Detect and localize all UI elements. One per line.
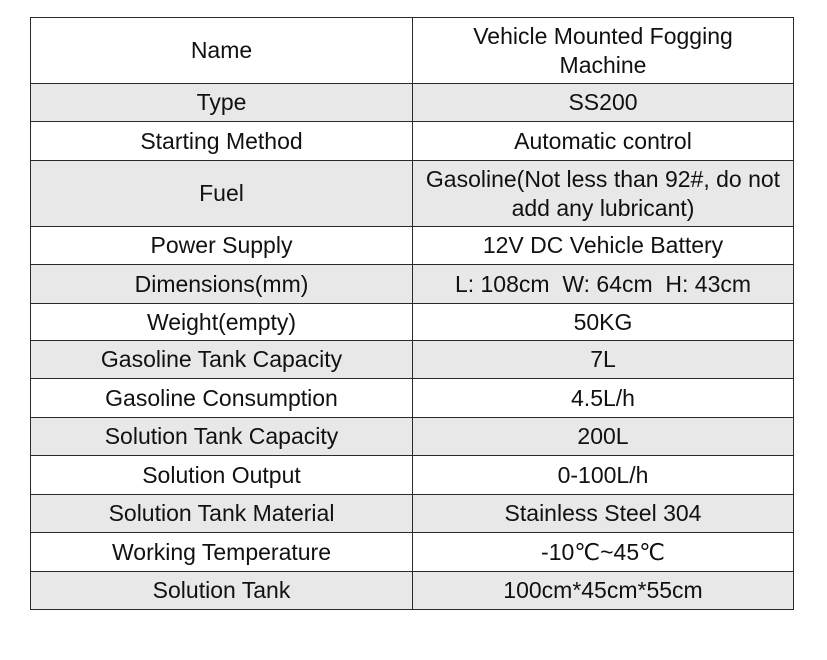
spec-label: Power Supply <box>31 227 413 265</box>
table-row <box>31 456 794 495</box>
table-row <box>31 122 794 161</box>
spec-value: Vehicle Mounted Fogging Machine <box>413 18 794 84</box>
spec-label: Weight(empty) <box>31 304 413 341</box>
spec-value: Stainless Steel 304 <box>413 495 794 533</box>
table-row <box>31 18 794 84</box>
spec-value: 50KG <box>413 304 794 341</box>
spec-label: Dimensions(mm) <box>31 265 413 304</box>
table-row <box>31 227 794 265</box>
spec-label: Gasoline Consumption <box>31 379 413 418</box>
spec-label: Solution Tank Material <box>31 495 413 533</box>
spec-value: 0-100L/h <box>413 456 794 495</box>
spec-label: Fuel <box>31 161 413 227</box>
table-row <box>31 265 794 304</box>
spec-value: Gasoline(Not less than 92#, do not add any lubricant) <box>413 161 794 227</box>
table-row <box>31 341 794 379</box>
spec-value: SS200 <box>413 84 794 122</box>
spec-value: Automatic control <box>413 122 794 161</box>
table-row <box>31 161 794 227</box>
table-row <box>31 572 794 610</box>
spec-value: 100cm*45cm*55cm <box>413 572 794 610</box>
spec-label: Name <box>31 18 413 84</box>
spec-label: Solution Tank Capacity <box>31 418 413 456</box>
spec-value: L: 108cm W: 64cm H: 43cm <box>413 265 794 304</box>
spec-value: 7L <box>413 341 794 379</box>
table-row <box>31 495 794 533</box>
spec-label: Solution Tank <box>31 572 413 610</box>
spec-label: Starting Method <box>31 122 413 161</box>
spec-value: 4.5L/h <box>413 379 794 418</box>
spec-label: Gasoline Tank Capacity <box>31 341 413 379</box>
spec-table <box>30 17 794 610</box>
spec-label: Type <box>31 84 413 122</box>
table-row <box>31 84 794 122</box>
spec-value: -10℃~45℃ <box>413 533 794 572</box>
table-row <box>31 418 794 456</box>
table-row <box>31 533 794 572</box>
spec-value: 12V DC Vehicle Battery <box>413 227 794 265</box>
table-row <box>31 304 794 341</box>
spec-value: 200L <box>413 418 794 456</box>
table-row <box>31 379 794 418</box>
spec-label: Solution Output <box>31 456 413 495</box>
spec-label: Working Temperature <box>31 533 413 572</box>
